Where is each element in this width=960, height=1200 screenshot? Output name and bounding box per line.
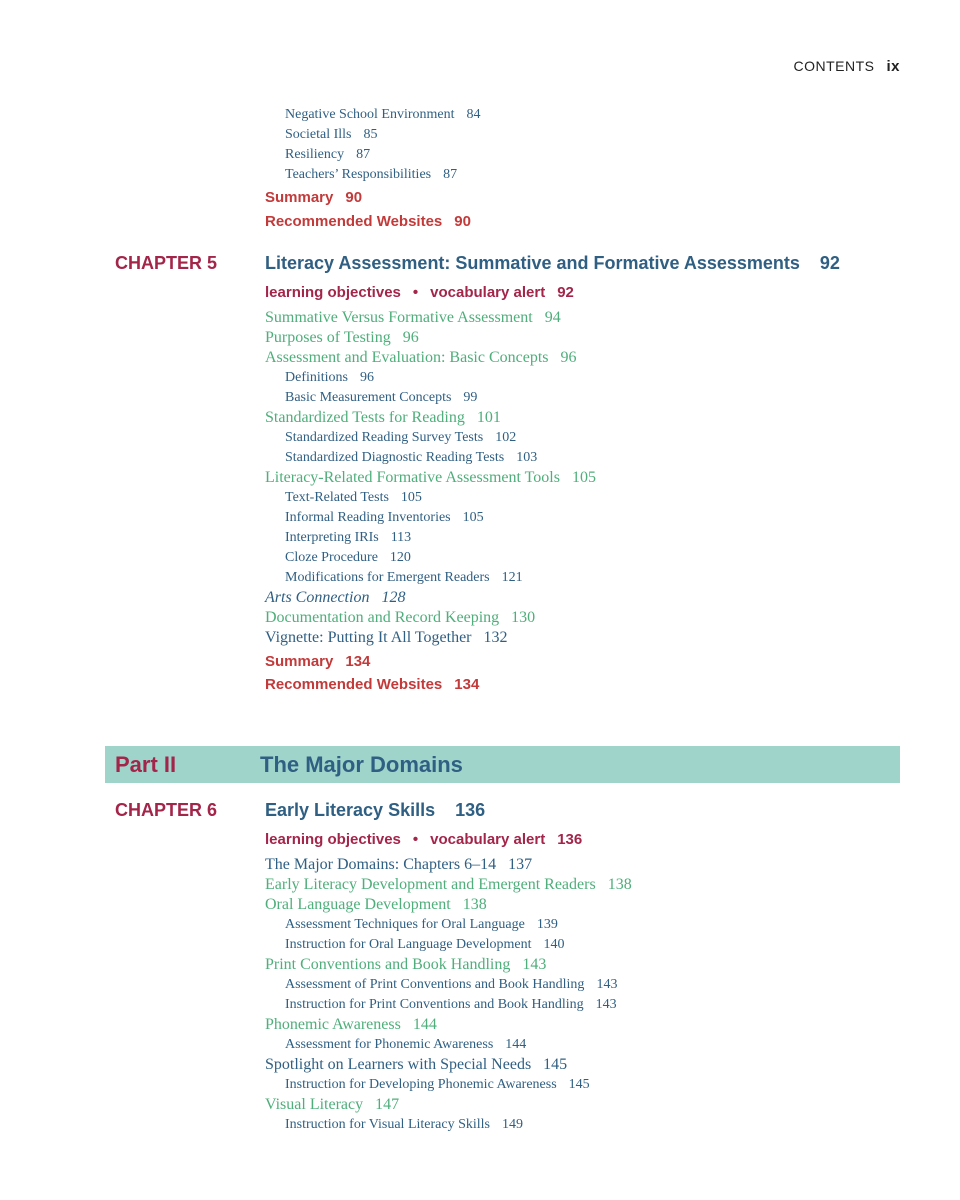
toc-entry[interactable]: Summative Versus Formative Assessment 94 xyxy=(265,309,561,326)
toc-entry[interactable]: Instruction for Print Conventions and Book Handling 143 xyxy=(285,997,617,1012)
toc-entry[interactable]: Assessment Techniques for Oral Language 139 xyxy=(285,917,558,932)
running-head xyxy=(793,58,900,75)
toc-entry[interactable]: Instruction for Visual Literacy Skills 149 xyxy=(285,1117,523,1132)
toc-entry[interactable]: Purposes of Testing 96 xyxy=(265,329,419,346)
toc-entry[interactable]: Literacy-Related Formative Assessment Tools 105 xyxy=(265,469,596,486)
chapter-title[interactable]: Literacy Assessment: Summative and Formative Assessments 92 xyxy=(265,253,840,273)
toc-entry[interactable]: Societal Ills 85 xyxy=(285,127,378,142)
toc-entry[interactable]: Assessment of Print Conventions and Book Handling 143 xyxy=(285,977,618,992)
toc-entry[interactable]: Modifications for Emergent Readers 121 xyxy=(285,570,523,585)
part-banner[interactable] xyxy=(105,746,900,783)
toc-entry[interactable]: Print Conventions and Book Handling 143 xyxy=(265,956,547,973)
chapter-label: CHAPTER 6 xyxy=(115,800,218,820)
toc-entry-feature[interactable]: Spotlight on Learners with Special Needs 145 xyxy=(265,1056,568,1073)
toc-entry[interactable]: Standardized Tests for Reading 101 xyxy=(265,409,501,426)
part-title: The Major Domains xyxy=(260,752,463,777)
toc-entry[interactable]: The Major Domains: Chapters 6–14 137 xyxy=(265,856,533,873)
toc-entry[interactable]: Assessment and Evaluation: Basic Concepts 96 xyxy=(265,349,577,366)
toc-summary[interactable]: Summary 134 xyxy=(265,653,371,670)
toc-entry[interactable]: Documentation and Record Keeping 130 xyxy=(265,609,536,626)
toc-entry[interactable]: Standardized Reading Survey Tests 102 xyxy=(285,430,517,445)
toc-summary[interactable]: Summary 90 xyxy=(265,189,363,206)
toc-websites[interactable]: Recommended Websites 134 xyxy=(265,676,480,693)
chapter-objectives[interactable]: learning objectives • vocabulary alert 136 xyxy=(265,831,583,848)
toc-entry-feature[interactable]: Arts Connection 128 xyxy=(265,589,406,606)
toc-entry-feature[interactable]: Vignette: Putting It All Together 132 xyxy=(265,629,508,646)
toc-entry[interactable]: Definitions 96 xyxy=(285,370,374,385)
toc-entry[interactable]: Instruction for Developing Phonemic Awareness 145 xyxy=(285,1077,590,1092)
toc-entry[interactable]: Standardized Diagnostic Reading Tests 103 xyxy=(285,450,538,465)
chapter-objectives[interactable]: learning objectives • vocabulary alert 92 xyxy=(265,284,574,301)
toc-entry[interactable]: Assessment for Phonemic Awareness 144 xyxy=(285,1037,527,1052)
toc-entry[interactable]: Resiliency 87 xyxy=(285,147,371,162)
toc-entry[interactable]: Text-Related Tests 105 xyxy=(285,490,422,505)
toc-entry[interactable]: Early Literacy Development and Emergent Readers 138 xyxy=(265,876,632,893)
page-number: ix xyxy=(886,58,900,75)
toc-entry[interactable]: Oral Language Development 138 xyxy=(265,896,487,913)
toc-websites[interactable]: Recommended Websites 90 xyxy=(265,213,471,230)
toc-entry[interactable]: Negative School Environment 84 xyxy=(285,107,481,122)
running-head-label: CONTENTS xyxy=(793,58,875,74)
toc-entry[interactable]: Interpreting IRIs 113 xyxy=(285,530,412,545)
chapter-title[interactable]: Early Literacy Skills 136 xyxy=(265,800,486,820)
toc-entry[interactable]: Basic Measurement Concepts 99 xyxy=(285,390,478,405)
toc-entry[interactable]: Phonemic Awareness 144 xyxy=(265,1016,437,1033)
chapter-label: CHAPTER 5 xyxy=(115,253,218,273)
toc-entry[interactable]: Informal Reading Inventories 105 xyxy=(285,510,484,525)
part-label: Part II xyxy=(115,752,177,777)
toc-entry[interactable]: Teachers’ Responsibilities 87 xyxy=(285,167,458,182)
toc-entry[interactable]: Visual Literacy 147 xyxy=(265,1096,400,1113)
toc-entry[interactable]: Instruction for Oral Language Development 140 xyxy=(285,937,565,952)
toc-entry[interactable]: Cloze Procedure 120 xyxy=(285,550,411,565)
